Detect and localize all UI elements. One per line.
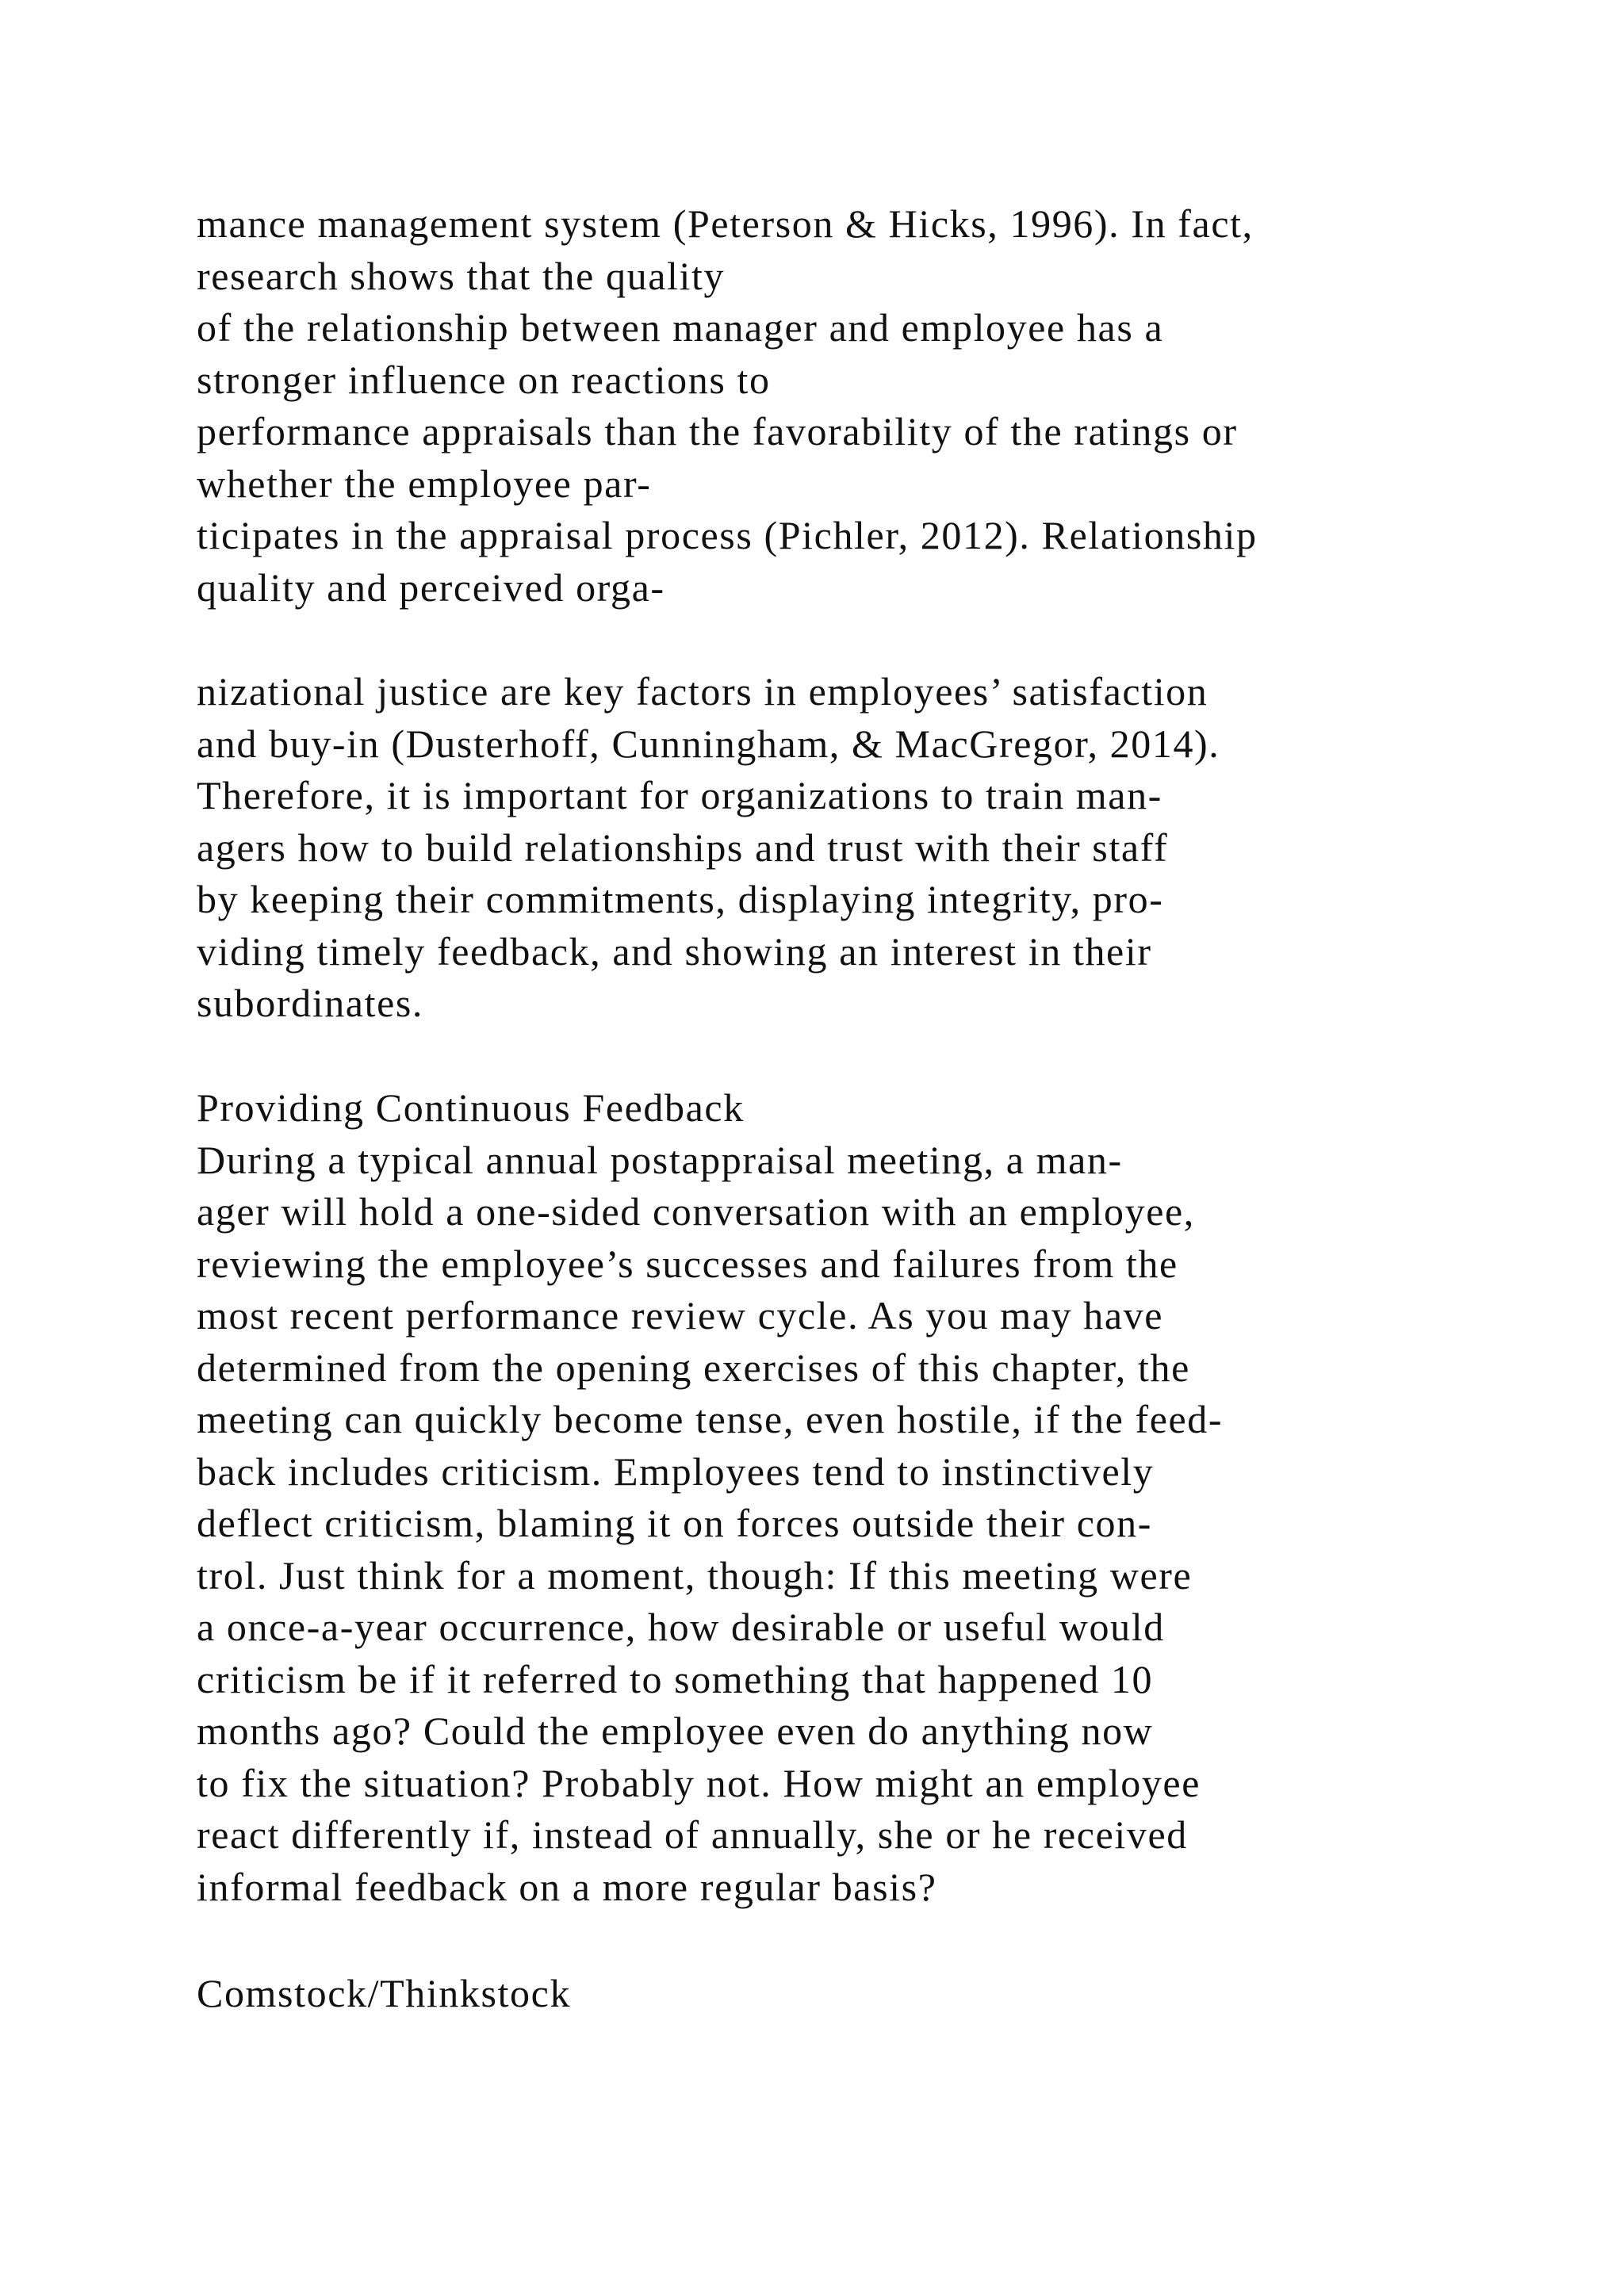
text-line: quality and perceived orga- (197, 564, 665, 610)
text-line: by keeping their commitments, displaying integrity, pro- (197, 877, 1164, 921)
text-line: informal feedback on a more regular basis? (197, 1864, 937, 1909)
text-line: most recent performance review cycle. As you may have (197, 1293, 1164, 1337)
text-line: performance appraisals than the favorability of the ratings or (197, 409, 1238, 453)
text-line: back includes criticism. Employees tend to instinctively (197, 1448, 1155, 1494)
text-line: ager will hold a one-sided conversation with an employee, (197, 1189, 1195, 1234)
text-line: Therefore, it is important for organizations to train man- (197, 773, 1162, 817)
text-line: During a typical annual postappraisal meeting, a man- (197, 1137, 1123, 1182)
text-line: whether the employee par- (197, 461, 652, 506)
text-line: deflect criticism, blaming it on forces outside their con- (197, 1501, 1152, 1545)
text-line: of the relationship between manager and employee has a (197, 305, 1164, 350)
paragraph-2 (197, 666, 1592, 1030)
paragraph-1 (197, 198, 1592, 614)
text-line: and buy-in (Dusterhoff, Cunningham, & MacGregor, 2014). (197, 721, 1220, 766)
text-line: agers how to build relationships and trust with their staff (197, 825, 1169, 870)
photo-credit (197, 1968, 1592, 2020)
photo-credit-text: Comstock/Thinkstock (197, 1971, 572, 2015)
text-line: determined from the opening exercises of this chapter, the (197, 1345, 1190, 1390)
text-line: trol. Just think for a moment, though: If this meeting were (197, 1552, 1193, 1598)
text-line: mance management system (Peterson & Hicks, 1996). In fact, (197, 201, 1254, 246)
text-line: ticipates in the appraisal process (Pichler, 2012). Relationship (197, 513, 1258, 557)
text-line: react differently if, instead of annually, she or he received (197, 1812, 1188, 1857)
text-line: to fix the situation? Probably not. How might an employee (197, 1760, 1201, 1805)
text-line: months ago? Could the employee even do anything now (197, 1709, 1154, 1753)
text-line: meeting can quickly become tense, even hostile, if the feed- (197, 1397, 1224, 1441)
text-line: viding timely feedback, and showing an interest in their (197, 928, 1152, 974)
feedback-section (197, 1082, 1592, 1913)
text-line: subordinates. (197, 981, 424, 1025)
text-line: criticism be if it referred to something that happened 10 (197, 1656, 1154, 1701)
text-line: stronger influence on reactions to (197, 357, 771, 402)
text-line: research shows that the quality (197, 253, 726, 298)
section-heading: Providing Continuous Feedback (197, 1085, 745, 1130)
text-line: a once-a-year occurrence, how desirable or useful would (197, 1605, 1165, 1649)
text-line: nizational justice are key factors in employees’ satisfaction (197, 669, 1208, 714)
text-line: reviewing the employee’s successes and failures from the (197, 1241, 1178, 1286)
